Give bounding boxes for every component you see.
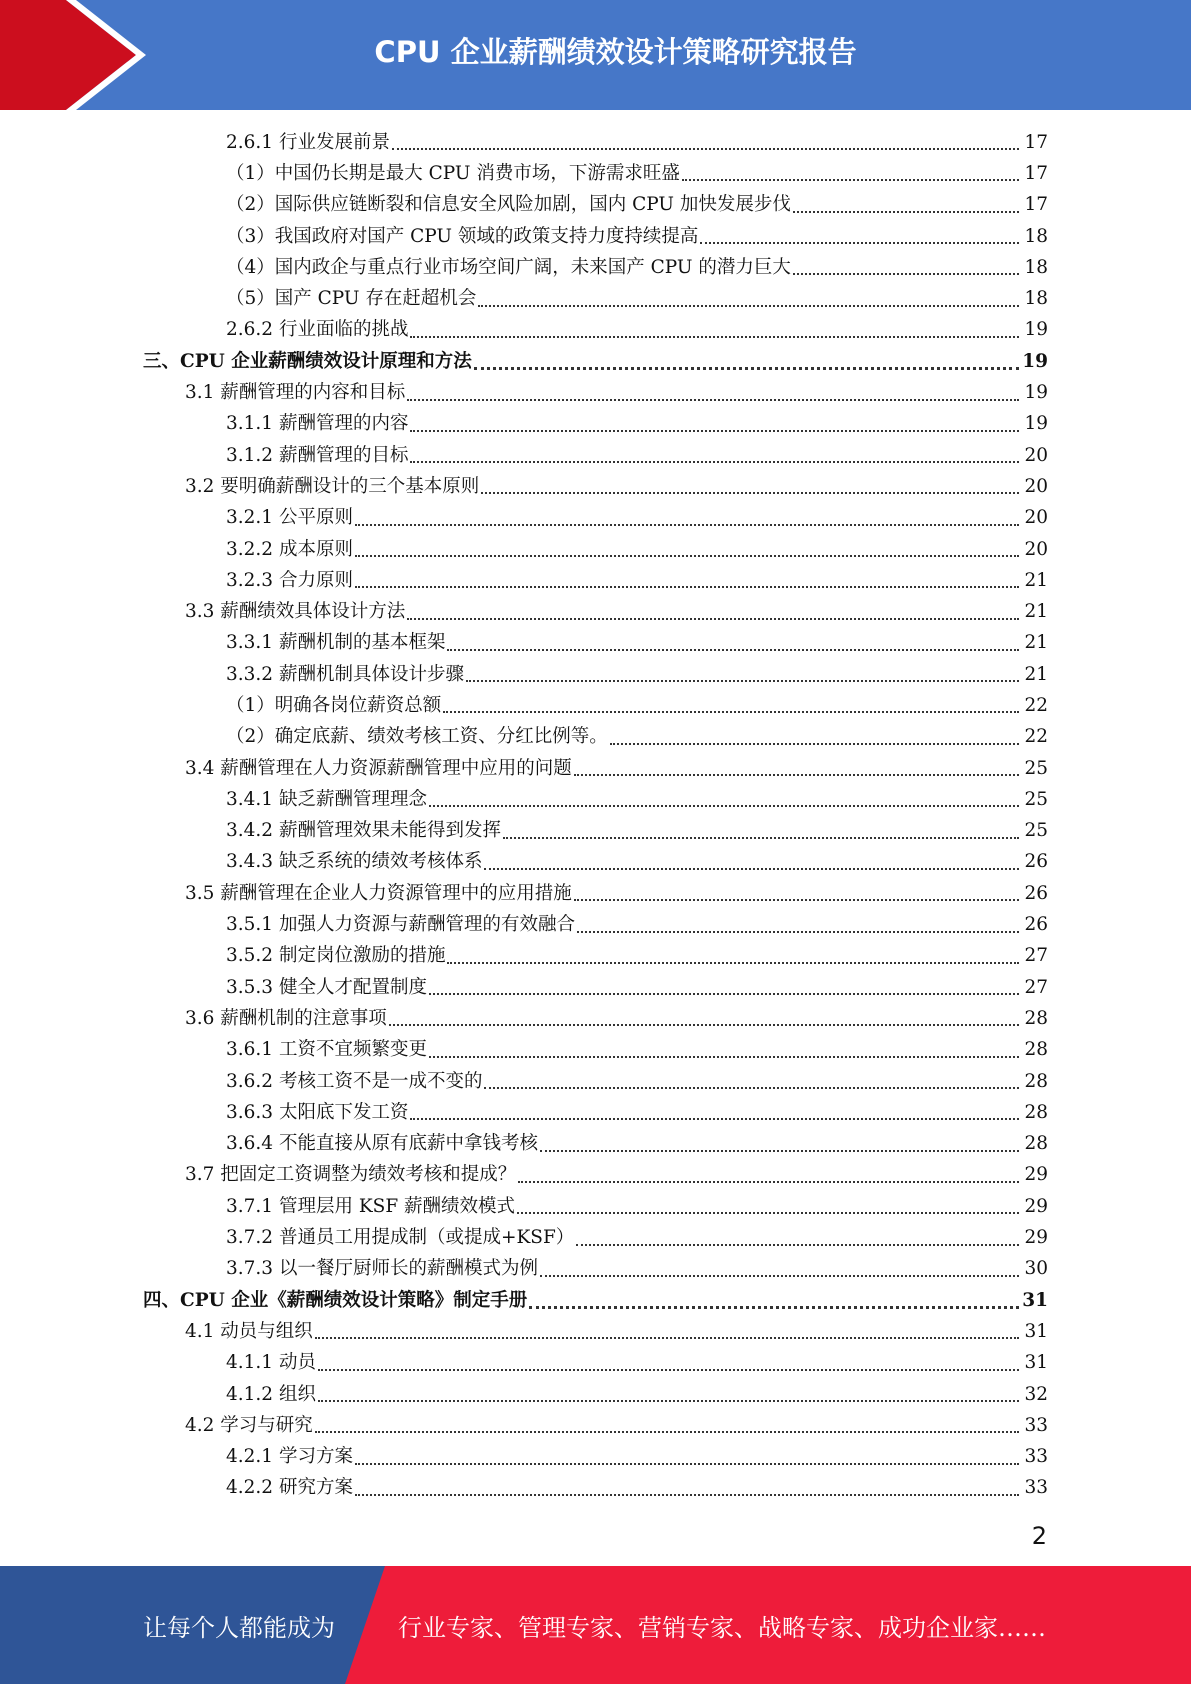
toc-dot-leader bbox=[315, 1430, 1019, 1433]
toc-entry-label: （1）中国仍长期是最大 CPU 消费市场，下游需求旺盛 bbox=[226, 162, 680, 184]
toc-entry[interactable] bbox=[0, 252, 1191, 283]
toc-dot-leader bbox=[793, 210, 1019, 213]
toc-entry-label: 3.6.2 考核工资不是一成不变的 bbox=[226, 1070, 483, 1092]
toc-entry-page: 31 bbox=[1022, 1289, 1048, 1311]
toc-entry-label: 3.5.1 加强人力资源与薪酬管理的有效融合 bbox=[226, 914, 575, 936]
toc-entry-page: 30 bbox=[1024, 1258, 1048, 1280]
toc-entry-page: 21 bbox=[1024, 569, 1048, 591]
header-title: CPU 企业薪酬绩效设计策略研究报告 bbox=[374, 34, 857, 69]
page-footer bbox=[0, 1566, 1191, 1684]
toc-dot-leader bbox=[574, 773, 1019, 776]
toc-entry-label: 3.2.2 成本原则 bbox=[226, 538, 353, 560]
toc-entry-page: 25 bbox=[1024, 788, 1048, 810]
toc-entry[interactable] bbox=[0, 1254, 1191, 1285]
toc-entry-label: 3.7.2 普通员工用提成制（或提成+KSF） bbox=[226, 1227, 575, 1249]
toc-dot-leader bbox=[793, 272, 1019, 275]
toc-entry-label: 3.5.2 制定岗位激励的措施 bbox=[226, 945, 446, 967]
toc-dot-leader bbox=[407, 617, 1019, 620]
toc-dot-leader bbox=[410, 335, 1019, 338]
toc-entry[interactable] bbox=[0, 440, 1191, 471]
toc-entry-label: 3.1 薪酬管理的内容和目标 bbox=[185, 382, 406, 404]
toc-entry-page: 33 bbox=[1024, 1477, 1048, 1499]
toc-dot-leader bbox=[315, 1336, 1019, 1339]
toc-dot-leader bbox=[576, 1243, 1019, 1246]
toc-entry[interactable] bbox=[0, 1348, 1191, 1379]
toc-entry-label: 3.2 要明确薪酬设计的三个基本原则 bbox=[185, 475, 480, 497]
toc-entry-page: 28 bbox=[1024, 1039, 1048, 1061]
toc-dot-leader bbox=[540, 1149, 1019, 1152]
toc-entry-page: 29 bbox=[1024, 1164, 1048, 1186]
toc-entry[interactable] bbox=[0, 1285, 1191, 1316]
toc-dot-leader bbox=[478, 304, 1019, 307]
toc-entry-page: 18 bbox=[1024, 288, 1048, 310]
toc-entry-page: 26 bbox=[1024, 851, 1048, 873]
toc-dot-leader bbox=[484, 867, 1019, 870]
toc-entry-label: （4）国内政企与重点行业市场空间广阔，未来国产 CPU 的潜力巨大 bbox=[226, 256, 791, 278]
toc-dot-leader bbox=[700, 241, 1019, 244]
toc-entry[interactable] bbox=[0, 346, 1191, 377]
toc-dot-leader bbox=[447, 648, 1019, 651]
toc-entry-page: 19 bbox=[1024, 319, 1048, 341]
toc-entry[interactable] bbox=[0, 1160, 1191, 1191]
toc-entry-page: 25 bbox=[1024, 820, 1048, 842]
toc-dot-leader bbox=[429, 1055, 1019, 1058]
toc-dot-leader bbox=[410, 429, 1019, 432]
toc-entry-page: 33 bbox=[1024, 1446, 1048, 1468]
toc-entry[interactable] bbox=[0, 283, 1191, 314]
toc-entry-label: 3.5.3 健全人才配置制度 bbox=[226, 976, 427, 998]
toc-entry[interactable] bbox=[0, 753, 1191, 784]
toc-dot-leader bbox=[355, 1462, 1019, 1465]
toc-entry-page: 28 bbox=[1024, 1070, 1048, 1092]
toc-entry[interactable] bbox=[0, 1129, 1191, 1160]
toc-dot-leader bbox=[410, 1117, 1019, 1120]
toc-dot-leader bbox=[389, 1023, 1019, 1026]
toc-entry-label: 4.2.2 研究方案 bbox=[226, 1477, 353, 1499]
toc-entry[interactable] bbox=[0, 315, 1191, 346]
toc-entry-label: 2.6.2 行业面临的挑战 bbox=[226, 319, 409, 341]
toc-entry-page: 21 bbox=[1024, 632, 1048, 654]
toc-dot-leader bbox=[447, 961, 1019, 964]
toc-entry[interactable] bbox=[0, 659, 1191, 690]
toc-entry[interactable] bbox=[0, 878, 1191, 909]
toc-entry-label: 3.6 薪酬机制的注意事项 bbox=[185, 1007, 387, 1029]
toc-dot-leader bbox=[355, 554, 1019, 557]
toc-entry-page: 19 bbox=[1024, 382, 1048, 404]
toc-dot-leader bbox=[481, 491, 1019, 494]
toc-entry[interactable] bbox=[0, 190, 1191, 221]
toc-entry-page: 22 bbox=[1024, 726, 1048, 748]
toc-entry[interactable] bbox=[0, 972, 1191, 1003]
toc-entry-label: 3.1.2 薪酬管理的目标 bbox=[226, 444, 409, 466]
toc-entry-label: （2）确定底薪、绩效考核工资、分红比例等。 bbox=[226, 726, 608, 748]
toc-dot-leader bbox=[503, 836, 1019, 839]
toc-entry-page: 17 bbox=[1024, 162, 1048, 184]
toc-entry-page: 26 bbox=[1024, 882, 1048, 904]
toc-entry-label: 3.4.2 薪酬管理效果未能得到发挥 bbox=[226, 820, 501, 842]
toc-dot-leader bbox=[429, 804, 1019, 807]
toc-entry-label: 3.4 薪酬管理在人力资源薪酬管理中应用的问题 bbox=[185, 757, 572, 779]
toc-entry-page: 28 bbox=[1024, 1133, 1048, 1155]
toc-entry-page: 22 bbox=[1024, 694, 1048, 716]
toc-entry-page: 18 bbox=[1024, 225, 1048, 247]
toc-dot-leader bbox=[355, 1493, 1019, 1496]
toc-dot-leader bbox=[529, 1305, 1019, 1309]
toc-entry-label: 3.1.1 薪酬管理的内容 bbox=[226, 413, 409, 435]
toc-entry-label: 4.1.2 组织 bbox=[226, 1383, 316, 1405]
toc-entry-page: 27 bbox=[1024, 976, 1048, 998]
toc-entry-page: 31 bbox=[1024, 1352, 1048, 1374]
toc-dot-leader bbox=[574, 898, 1019, 901]
toc-entry[interactable] bbox=[0, 1003, 1191, 1034]
toc-entry-label: 3.6.3 太阳底下发工资 bbox=[226, 1101, 409, 1123]
toc-dot-leader bbox=[407, 398, 1019, 401]
toc-entry-label: 4.1 动员与组织 bbox=[185, 1320, 313, 1342]
toc-entry-label: （3）我国政府对国产 CPU 领域的政策支持力度持续提高 bbox=[226, 225, 699, 247]
toc-entry[interactable] bbox=[0, 909, 1191, 940]
table-of-contents bbox=[0, 127, 1191, 1504]
toc-dot-leader bbox=[484, 1086, 1019, 1089]
toc-dot-leader bbox=[577, 930, 1019, 933]
toc-entry-label: 3.6.4 不能直接从原有底薪中拿钱考核 bbox=[226, 1133, 538, 1155]
toc-dot-leader bbox=[318, 1368, 1019, 1371]
footer-slogan-left: 让每个人都能成为 bbox=[143, 1613, 335, 1642]
toc-entry-page: 26 bbox=[1024, 914, 1048, 936]
toc-entry-label: 3.7 把固定工资调整为绩效考核和提成？ bbox=[185, 1164, 517, 1186]
toc-entry[interactable] bbox=[0, 1410, 1191, 1441]
toc-dot-leader bbox=[392, 147, 1019, 150]
toc-entry[interactable] bbox=[0, 158, 1191, 189]
toc-dot-leader bbox=[517, 1211, 1019, 1214]
toc-dot-leader bbox=[355, 523, 1019, 526]
toc-entry[interactable] bbox=[0, 847, 1191, 878]
toc-entry[interactable] bbox=[0, 1035, 1191, 1066]
toc-entry[interactable] bbox=[0, 596, 1191, 627]
toc-entry[interactable] bbox=[0, 1379, 1191, 1410]
toc-entry[interactable] bbox=[0, 377, 1191, 408]
toc-entry-page: 21 bbox=[1024, 601, 1048, 623]
toc-entry-page: 20 bbox=[1024, 507, 1048, 529]
toc-entry-page: 19 bbox=[1024, 413, 1048, 435]
toc-entry-label: （2）国际供应链断裂和信息安全风险加剧，国内 CPU 加快发展步伐 bbox=[226, 194, 791, 216]
toc-entry-label: 3.4.3 缺乏系统的绩效考核体系 bbox=[226, 851, 483, 873]
toc-entry-page: 33 bbox=[1024, 1414, 1048, 1436]
toc-dot-leader bbox=[318, 1399, 1019, 1402]
toc-entry-label: 3.5 薪酬管理在企业人力资源管理中的应用措施 bbox=[185, 882, 572, 904]
toc-dot-leader bbox=[443, 710, 1019, 713]
toc-dot-leader bbox=[466, 679, 1019, 682]
toc-entry-label: 三、CPU 企业薪酬绩效设计原理和方法 bbox=[143, 350, 472, 372]
toc-entry-page: 29 bbox=[1024, 1227, 1048, 1249]
toc-entry-label: 3.2.3 合力原则 bbox=[226, 569, 353, 591]
toc-entry[interactable] bbox=[0, 127, 1191, 158]
toc-entry-page: 29 bbox=[1024, 1195, 1048, 1217]
toc-entry[interactable] bbox=[0, 221, 1191, 252]
toc-entry-page: 28 bbox=[1024, 1101, 1048, 1123]
toc-entry-label: 3.3 薪酬绩效具体设计方法 bbox=[185, 601, 406, 623]
toc-entry[interactable] bbox=[0, 722, 1191, 753]
toc-entry-label: 3.3.2 薪酬机制具体设计步骤 bbox=[226, 663, 464, 685]
toc-dot-leader bbox=[682, 178, 1019, 181]
toc-dot-leader bbox=[355, 585, 1019, 588]
toc-entry-page: 20 bbox=[1024, 444, 1048, 466]
toc-entry-label: 4.2.1 学习方案 bbox=[226, 1446, 353, 1468]
toc-entry-page: 17 bbox=[1024, 194, 1048, 216]
toc-entry[interactable] bbox=[0, 1473, 1191, 1504]
page-number: 2 bbox=[1031, 1522, 1047, 1550]
toc-entry[interactable] bbox=[0, 1222, 1191, 1253]
toc-entry[interactable] bbox=[0, 471, 1191, 502]
toc-entry[interactable] bbox=[0, 565, 1191, 596]
toc-entry-page: 19 bbox=[1022, 350, 1048, 372]
toc-entry-label: 3.2.1 公平原则 bbox=[226, 507, 353, 529]
toc-entry-label: （5）国产 CPU 存在赶超机会 bbox=[226, 288, 477, 310]
toc-entry[interactable] bbox=[0, 1316, 1191, 1347]
toc-entry-page: 32 bbox=[1024, 1383, 1048, 1405]
toc-entry[interactable] bbox=[0, 628, 1191, 659]
toc-dot-leader bbox=[410, 460, 1019, 463]
toc-entry-label: 3.7.3 以一餐厅厨师长的薪酬模式为例 bbox=[226, 1258, 538, 1280]
toc-entry-page: 28 bbox=[1024, 1007, 1048, 1029]
toc-entry-page: 21 bbox=[1024, 663, 1048, 685]
toc-entry[interactable] bbox=[0, 784, 1191, 815]
toc-dot-leader bbox=[518, 1180, 1019, 1183]
toc-entry-label: 四、CPU 企业《薪酬绩效设计策略》制定手册 bbox=[143, 1289, 528, 1311]
toc-entry-label: 3.6.1 工资不宜频繁变更 bbox=[226, 1039, 427, 1061]
toc-entry[interactable] bbox=[0, 409, 1191, 440]
toc-entry-label: 3.7.1 管理层用 KSF 薪酬绩效模式 bbox=[226, 1195, 516, 1217]
toc-entry-page: 20 bbox=[1024, 538, 1048, 560]
toc-entry[interactable] bbox=[0, 1097, 1191, 1128]
toc-entry-page: 20 bbox=[1024, 475, 1048, 497]
toc-dot-leader bbox=[474, 366, 1019, 370]
toc-entry-page: 25 bbox=[1024, 757, 1048, 779]
toc-entry-page: 27 bbox=[1024, 945, 1048, 967]
toc-entry-label: 4.2 学习与研究 bbox=[185, 1414, 313, 1436]
toc-entry-page: 17 bbox=[1024, 131, 1048, 153]
toc-entry-page: 18 bbox=[1024, 256, 1048, 278]
toc-entry[interactable] bbox=[0, 941, 1191, 972]
toc-entry[interactable] bbox=[0, 1066, 1191, 1097]
footer-slogan-right: 行业专家、管理专家、营销专家、战略专家、成功企业家…… bbox=[398, 1613, 1046, 1642]
toc-entry[interactable] bbox=[0, 1191, 1191, 1222]
toc-entry[interactable] bbox=[0, 816, 1191, 847]
toc-entry[interactable] bbox=[0, 690, 1191, 721]
toc-entry-page: 31 bbox=[1024, 1320, 1048, 1342]
toc-entry-label: 3.4.1 缺乏薪酬管理理念 bbox=[226, 788, 427, 810]
toc-entry[interactable] bbox=[0, 534, 1191, 565]
page-header bbox=[0, 0, 1191, 110]
toc-entry[interactable] bbox=[0, 1441, 1191, 1472]
toc-entry-label: 3.3.1 薪酬机制的基本框架 bbox=[226, 632, 446, 654]
toc-dot-leader bbox=[429, 992, 1019, 995]
toc-entry-label: （1）明确各岗位薪资总额 bbox=[226, 694, 442, 716]
toc-entry-label: 4.1.1 动员 bbox=[226, 1352, 316, 1374]
toc-entry[interactable] bbox=[0, 503, 1191, 534]
toc-dot-leader bbox=[540, 1274, 1019, 1277]
toc-entry-label: 2.6.1 行业发展前景 bbox=[226, 131, 390, 153]
toc-dot-leader bbox=[610, 742, 1019, 745]
